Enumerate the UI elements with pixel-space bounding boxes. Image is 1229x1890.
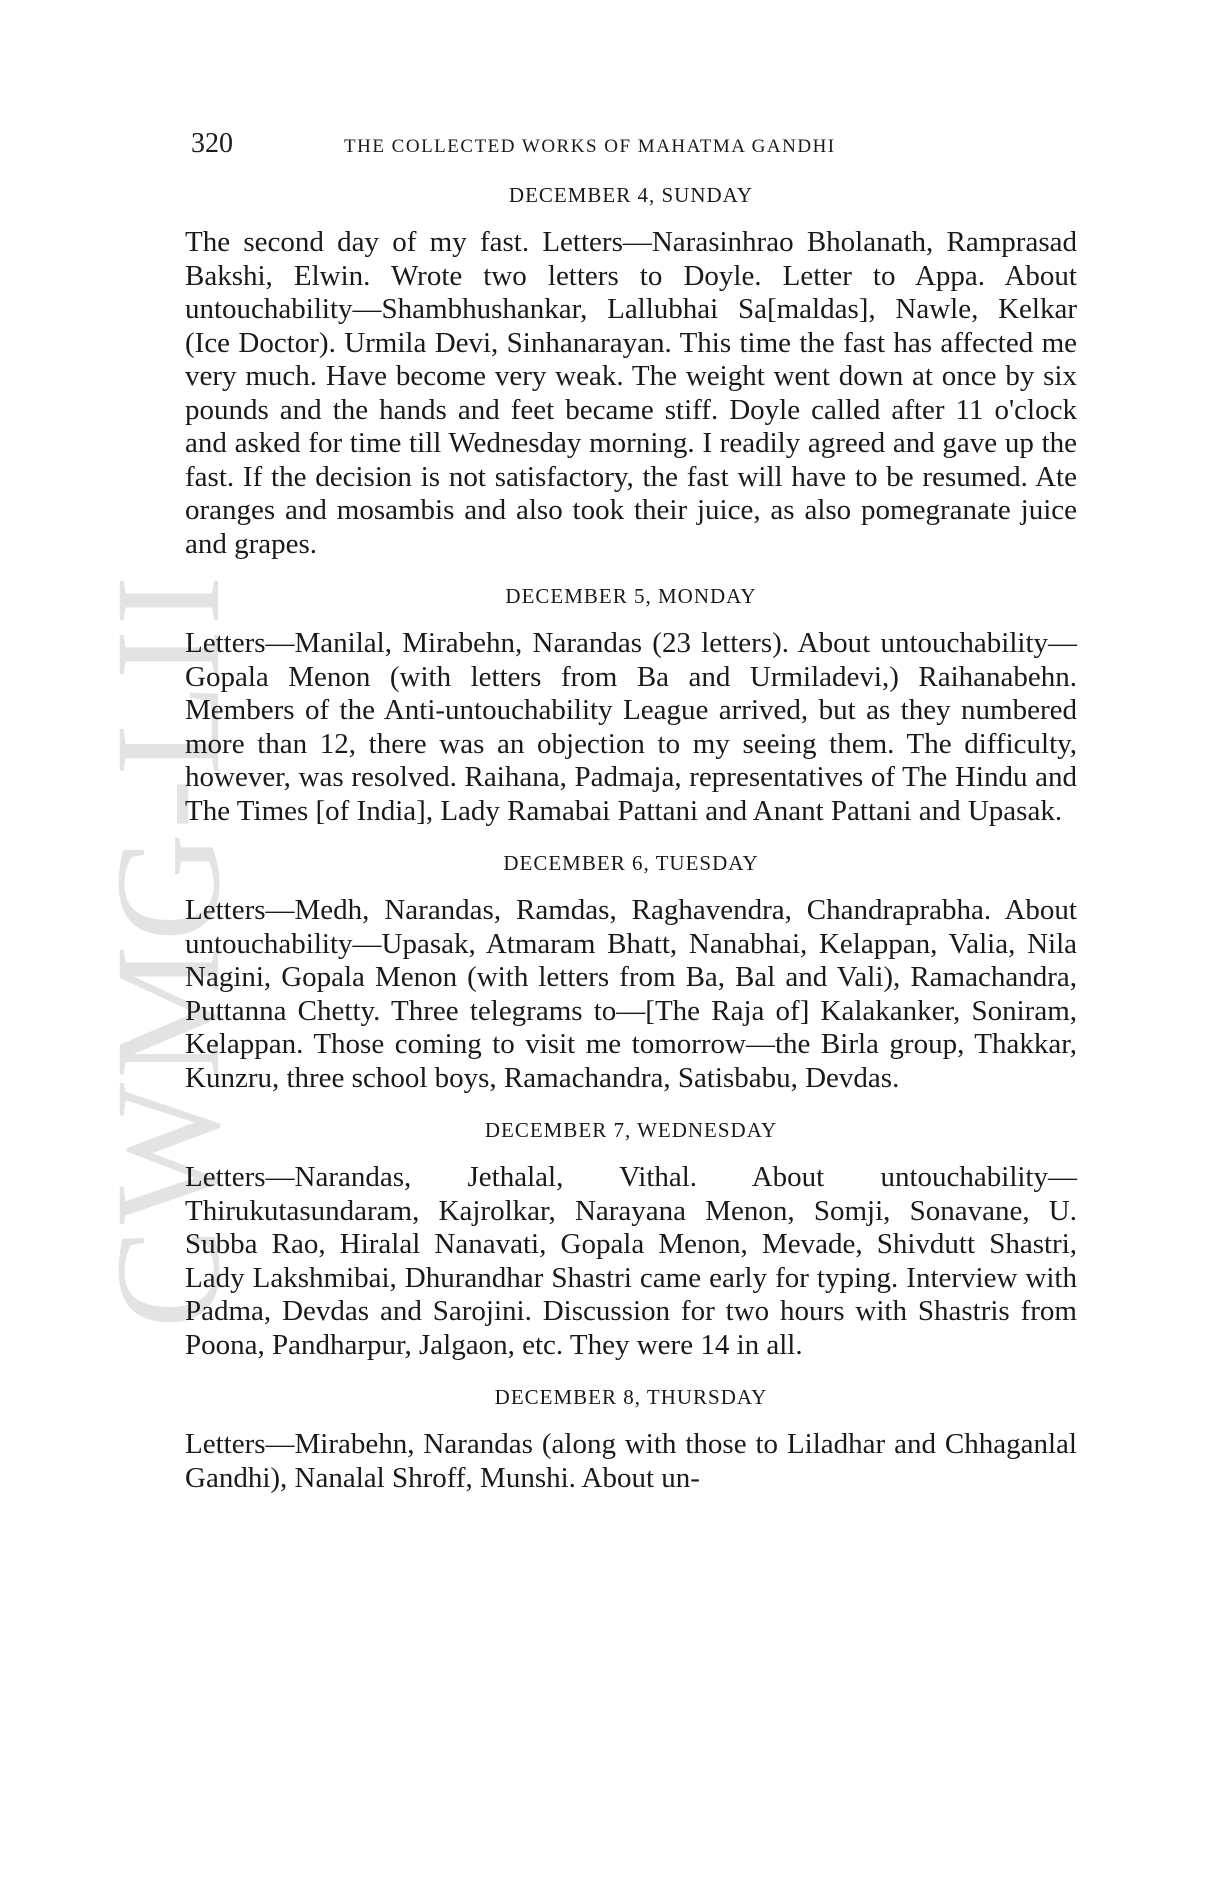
book-title: THE COLLECTED WORKS OF MAHATMA GANDHI xyxy=(344,136,836,157)
diary-content xyxy=(185,178,1077,1513)
entry-text: The second day of my fast. Letters—Narasinhrao Bholanath, Ramprasad Bakshi, Elwin. Wrote two letters to Doyle. Letter to Appa. About untouchability—Shambhushankar, Lallubhai Sa[maldas], Nawle, Kelkar (Ice Doctor). Urmila Devi, Sinhanarayan. This time the fast has affected me very much. Have become very weak. The weight went down at once by six pounds and the hands and feet became stiff. Doyle called after 11 o'clock and asked for time till Wednesday morning. I readily agreed and gave up the fast. If the decision is not satisfactory, the fast will have to be resumed. Ate oranges and mosambis and also took their juice, as also pomegranate juice and grapes. xyxy=(185,226,1077,560)
diary-entry xyxy=(185,579,1077,828)
date-heading: DECEMBER 6, TUESDAY xyxy=(503,851,759,875)
entry-text: Letters—Manilal, Mirabehn, Narandas (23 letters). About untouchability—Gopala Menon (with letters from Ba and Urmiladevi,) Raihanabehn. Members of the Anti-untouchability League arrived, but as they numbered more than 12, there was an objection to my seeing them. The difficulty, however, was resolved. Raihana, Padmaja, representatives of The Hindu and The Times [of India], Lady Ramabai Pattani and Anant Pattani and Upasak. xyxy=(185,627,1077,827)
running-head xyxy=(191,128,1073,168)
date-heading: DECEMBER 4, SUNDAY xyxy=(508,183,754,207)
entry-text: Letters—Medh, Narandas, Ramdas, Raghavendra, Chandraprabha. About untouchability—Upasak, Atmaram Bhatt, Nanabhai, Kelappan, Valia, Nila Nagini, Gopala Menon (with letters from Ba, Bal and Vali), Ramachandra, Puttanna Chetty. Three telegrams to—[The Raja of] Kalakanker, Soniram, Kelappan. Those coming to visit me tomorrow—the Birla group, Thakkar, Kunzru, three school boys, Ramachandra, Satisbabu, Devdas. xyxy=(185,894,1077,1094)
diary-entry xyxy=(185,1113,1077,1362)
date-heading: DECEMBER 8, THURSDAY xyxy=(494,1385,768,1409)
date-heading: DECEMBER 7, WEDNESDAY xyxy=(484,1118,778,1142)
diary-entry xyxy=(185,178,1077,561)
diary-entry xyxy=(185,1380,1077,1495)
page-number: 320 xyxy=(191,128,233,159)
entry-text: Letters—Narandas, Jethalal, Vithal. About untouchability—Thirukutasundaram, Kajrolkar, Narayana Menon, Somji, Sonavane, U. Subba Rao, Hiralal Nanavati, Gopala Menon, Mevade, Shivdutt Shastri, Lady Lakshmibai, Dhurandhar Shastri came early for typing. Interview with Padma, Devdas and Sarojini. Discussion for two hours with Shastris from Poona, Pandharpur, Jalgaon, etc. They were 14 in all. xyxy=(185,1161,1077,1361)
date-heading: DECEMBER 5, MONDAY xyxy=(505,584,757,608)
watermark-text: CWMG-LII xyxy=(85,571,251,1329)
diary-entry xyxy=(185,846,1077,1095)
entry-text: Letters—Mirabehn, Narandas (along with those to Liladhar and Chhaganlal Gandhi), Nanalal Shroff, Munshi. About un- xyxy=(185,1428,1077,1494)
